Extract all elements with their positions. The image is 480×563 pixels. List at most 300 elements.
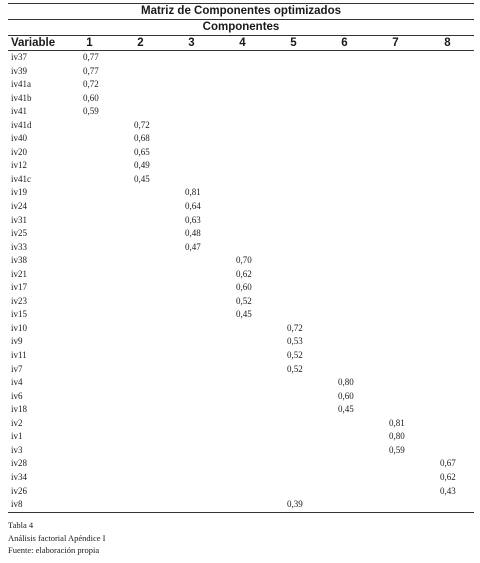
empty-cell — [268, 105, 319, 119]
empty-cell — [370, 173, 421, 187]
empty-cell — [217, 444, 268, 458]
empty-cell — [166, 146, 217, 160]
variable-cell: iv17 — [11, 282, 28, 293]
empty-cell — [64, 146, 115, 160]
empty-cell — [370, 349, 421, 363]
variable-cell: iv18 — [11, 404, 28, 415]
variable-cell: iv21 — [11, 268, 28, 279]
empty-cell — [319, 51, 370, 65]
variable-cell: iv6 — [11, 390, 23, 401]
loading-cell: 0,70 — [236, 255, 252, 266]
variable-cell: iv9 — [11, 336, 23, 347]
loading-cell: 0,80 — [338, 377, 354, 388]
empty-cell — [217, 485, 268, 499]
empty-cell — [370, 322, 421, 336]
empty-cell — [217, 417, 268, 431]
loading-cell: 0,39 — [268, 498, 319, 512]
empty-cell — [319, 322, 370, 336]
empty-cell — [268, 51, 319, 65]
empty-cell — [115, 105, 166, 119]
empty-cell — [268, 295, 319, 309]
empty-cell — [268, 268, 319, 282]
loading-cell: 0,80 — [389, 431, 405, 442]
table-row — [8, 349, 474, 363]
variable-cell: iv7 — [11, 363, 23, 374]
variable-cell: iv19 — [11, 187, 28, 198]
variable-cell: iv3 — [11, 444, 23, 455]
empty-cell — [370, 227, 421, 241]
empty-cell — [319, 200, 370, 214]
empty-cell — [217, 322, 268, 336]
empty-cell — [64, 444, 115, 458]
empty-cell — [268, 457, 319, 471]
empty-cell — [64, 335, 115, 349]
empty-cell — [268, 417, 319, 431]
loading-cell: 0,68 — [134, 133, 150, 144]
empty-cell — [166, 254, 217, 268]
empty-cell — [217, 457, 268, 471]
empty-cell — [217, 51, 268, 65]
loading-cell: 0,62 — [440, 471, 456, 482]
empty-cell — [64, 241, 115, 255]
empty-cell — [370, 92, 421, 106]
empty-cell — [166, 471, 217, 485]
empty-cell — [319, 227, 370, 241]
empty-cell — [370, 146, 421, 160]
variable-cell: iv26 — [11, 485, 28, 496]
loading-cell: 0,49 — [134, 160, 150, 171]
empty-cell — [370, 241, 421, 255]
empty-cell — [421, 200, 474, 214]
table-row — [8, 417, 474, 431]
empty-cell — [268, 186, 319, 200]
empty-cell — [319, 214, 370, 228]
empty-cell — [319, 335, 370, 349]
empty-cell — [217, 159, 268, 173]
loading-cell: 0,45 — [236, 309, 252, 320]
empty-cell — [268, 390, 319, 404]
header-component-4: 4 — [217, 36, 268, 51]
table-subtitle: Componentes — [8, 20, 474, 36]
empty-cell — [115, 200, 166, 214]
empty-cell — [370, 51, 421, 65]
variable-cell: iv1 — [11, 431, 23, 442]
table-row — [8, 186, 474, 200]
empty-cell — [64, 132, 115, 146]
empty-cell — [64, 376, 115, 390]
variable-cell: iv41b — [11, 92, 32, 103]
loading-cell: 0,53 — [287, 336, 303, 347]
empty-cell — [370, 457, 421, 471]
loading-cell: 0,77 — [83, 52, 99, 62]
empty-cell — [115, 444, 166, 458]
empty-cell — [64, 322, 115, 336]
loading-cell: 0,67 — [440, 458, 456, 469]
empty-cell — [217, 363, 268, 377]
loading-cell: 0,43 — [440, 485, 456, 496]
empty-cell — [421, 268, 474, 282]
empty-cell — [64, 200, 115, 214]
empty-cell — [319, 349, 370, 363]
loading-cell: 0,60 — [83, 92, 99, 103]
empty-cell — [217, 214, 268, 228]
empty-cell — [370, 105, 421, 119]
header-component-1: 1 — [64, 36, 115, 51]
variable-cell: iv11 — [11, 350, 27, 361]
empty-cell — [268, 281, 319, 295]
empty-cell — [370, 498, 421, 512]
empty-cell — [421, 65, 474, 79]
empty-cell — [115, 268, 166, 282]
empty-cell — [166, 363, 217, 377]
empty-cell — [64, 295, 115, 309]
empty-cell — [370, 295, 421, 309]
empty-cell — [64, 119, 115, 133]
empty-cell — [166, 105, 217, 119]
variable-cell: iv28 — [11, 458, 28, 469]
empty-cell — [166, 268, 217, 282]
empty-cell — [268, 444, 319, 458]
empty-cell — [166, 295, 217, 309]
variable-cell: iv10 — [11, 322, 28, 333]
empty-cell — [370, 119, 421, 133]
variable-cell: iv15 — [11, 309, 28, 320]
empty-cell — [421, 78, 474, 92]
empty-cell — [166, 390, 217, 404]
header-variable: Variable — [8, 36, 64, 51]
empty-cell — [268, 65, 319, 79]
loading-cell: 0,60 — [338, 390, 354, 401]
empty-cell — [115, 390, 166, 404]
table-body — [8, 51, 474, 513]
loading-cell: 0,52 — [287, 363, 303, 374]
empty-cell — [319, 254, 370, 268]
empty-cell — [64, 308, 115, 322]
table-row — [8, 281, 474, 295]
loading-cell: 0,45 — [134, 173, 150, 184]
empty-cell — [421, 241, 474, 255]
table-row — [8, 65, 474, 79]
table-row — [8, 430, 474, 444]
empty-cell — [64, 268, 115, 282]
loading-cell: 0,59 — [83, 106, 99, 117]
empty-cell — [319, 78, 370, 92]
variable-cell: iv4 — [11, 377, 23, 388]
empty-cell — [421, 295, 474, 309]
loadings-table-container — [8, 3, 474, 513]
empty-cell — [268, 214, 319, 228]
empty-cell — [268, 308, 319, 322]
empty-cell — [370, 78, 421, 92]
table-row — [8, 471, 474, 485]
loading-cell: 0,72 — [83, 79, 99, 90]
empty-cell — [217, 403, 268, 417]
empty-cell — [421, 105, 474, 119]
loading-cell: 0,63 — [185, 214, 201, 225]
empty-cell — [217, 105, 268, 119]
empty-cell — [217, 349, 268, 363]
table-source: Fuente: elaboración propia — [8, 545, 100, 555]
empty-cell — [217, 186, 268, 200]
empty-cell — [370, 308, 421, 322]
empty-cell — [319, 173, 370, 187]
table-row — [8, 335, 474, 349]
loading-cell: 0,81 — [389, 417, 405, 428]
empty-cell — [319, 295, 370, 309]
loading-cell: 0,45 — [338, 404, 354, 415]
empty-cell — [64, 471, 115, 485]
loading-cell: 0,81 — [185, 187, 201, 198]
variable-cell: iv25 — [11, 228, 28, 239]
empty-cell — [421, 92, 474, 106]
empty-cell — [370, 471, 421, 485]
variable-cell: iv41 — [11, 106, 28, 117]
empty-cell — [421, 173, 474, 187]
empty-cell — [115, 403, 166, 417]
table-row — [8, 78, 474, 92]
empty-cell — [319, 146, 370, 160]
empty-cell — [115, 227, 166, 241]
loading-cell: 0,72 — [134, 119, 150, 130]
empty-cell — [217, 227, 268, 241]
empty-cell — [319, 485, 370, 499]
table-row — [8, 498, 474, 512]
empty-cell — [64, 186, 115, 200]
empty-cell — [319, 308, 370, 322]
empty-cell — [421, 376, 474, 390]
empty-cell — [217, 471, 268, 485]
empty-cell — [268, 146, 319, 160]
empty-cell — [166, 430, 217, 444]
table-row — [8, 295, 474, 309]
table-row — [8, 146, 474, 160]
table-row — [8, 51, 474, 65]
loading-cell: 0,64 — [185, 201, 201, 212]
loading-cell: 0,59 — [389, 444, 405, 455]
empty-cell — [166, 65, 217, 79]
empty-cell — [421, 186, 474, 200]
empty-cell — [115, 295, 166, 309]
table-row — [8, 444, 474, 458]
loading-cell: 0,47 — [185, 241, 201, 252]
header-row — [8, 36, 474, 51]
empty-cell — [370, 186, 421, 200]
loading-cell: 0,62 — [236, 268, 252, 279]
table-caption: Análisis factorial Apéndice I — [8, 532, 106, 543]
empty-cell — [64, 214, 115, 228]
empty-cell — [370, 159, 421, 173]
empty-cell — [115, 214, 166, 228]
empty-cell — [421, 119, 474, 133]
loading-cell: 0,52 — [287, 350, 303, 361]
variable-cell: iv24 — [11, 201, 28, 212]
empty-cell — [64, 363, 115, 377]
empty-cell — [166, 281, 217, 295]
empty-cell — [115, 241, 166, 255]
table-row — [8, 268, 474, 282]
empty-cell — [421, 349, 474, 363]
variable-cell: iv20 — [11, 146, 28, 157]
empty-cell — [268, 403, 319, 417]
empty-cell — [421, 498, 474, 512]
empty-cell — [166, 51, 217, 65]
empty-cell — [217, 200, 268, 214]
empty-cell — [115, 363, 166, 377]
empty-cell — [115, 92, 166, 106]
empty-cell — [166, 403, 217, 417]
empty-cell — [421, 390, 474, 404]
empty-cell — [370, 376, 421, 390]
variable-cell: iv33 — [11, 241, 28, 252]
empty-cell — [319, 430, 370, 444]
empty-cell — [217, 430, 268, 444]
empty-cell — [115, 322, 166, 336]
empty-cell — [166, 498, 217, 512]
header-component-2: 2 — [115, 36, 166, 51]
empty-cell — [64, 281, 115, 295]
empty-cell — [217, 119, 268, 133]
empty-cell — [217, 146, 268, 160]
empty-cell — [166, 308, 217, 322]
empty-cell — [217, 92, 268, 106]
empty-cell — [217, 241, 268, 255]
variable-cell: iv8 — [8, 498, 64, 512]
empty-cell — [64, 403, 115, 417]
empty-cell — [319, 268, 370, 282]
empty-cell — [268, 159, 319, 173]
empty-cell — [268, 376, 319, 390]
empty-cell — [115, 471, 166, 485]
empty-cell — [370, 214, 421, 228]
empty-cell — [166, 417, 217, 431]
empty-cell — [115, 186, 166, 200]
empty-cell — [319, 92, 370, 106]
empty-cell — [421, 363, 474, 377]
empty-cell — [319, 186, 370, 200]
table-row — [8, 92, 474, 106]
empty-cell — [268, 485, 319, 499]
empty-cell — [319, 457, 370, 471]
table-notes — [8, 519, 105, 557]
empty-cell — [64, 430, 115, 444]
empty-cell — [166, 444, 217, 458]
empty-cell — [217, 498, 268, 512]
table-row — [8, 159, 474, 173]
empty-cell — [370, 65, 421, 79]
variable-cell: iv37 — [11, 52, 28, 62]
empty-cell — [64, 457, 115, 471]
table-row — [8, 308, 474, 322]
table-row — [8, 227, 474, 241]
empty-cell — [319, 444, 370, 458]
loading-cell: 0,48 — [185, 228, 201, 239]
empty-cell — [319, 363, 370, 377]
header-component-3: 3 — [166, 36, 217, 51]
table-row — [8, 390, 474, 404]
empty-cell — [115, 308, 166, 322]
empty-cell — [217, 132, 268, 146]
variable-cell: iv41d — [11, 119, 32, 130]
empty-cell — [166, 159, 217, 173]
variable-cell: iv41a — [11, 79, 31, 90]
empty-cell — [64, 390, 115, 404]
variable-cell: iv2 — [11, 417, 23, 428]
empty-cell — [268, 92, 319, 106]
empty-cell — [421, 444, 474, 458]
empty-cell — [268, 227, 319, 241]
table-row — [8, 214, 474, 228]
variable-cell: iv31 — [11, 214, 28, 225]
table-row — [8, 132, 474, 146]
table-row — [8, 457, 474, 471]
empty-cell — [421, 281, 474, 295]
empty-cell — [217, 78, 268, 92]
empty-cell — [115, 281, 166, 295]
empty-cell — [115, 417, 166, 431]
variable-cell: iv34 — [11, 471, 28, 482]
table-row — [8, 254, 474, 268]
empty-cell — [166, 119, 217, 133]
empty-cell — [268, 78, 319, 92]
header-component-6: 6 — [319, 36, 370, 51]
empty-cell — [421, 322, 474, 336]
empty-cell — [370, 363, 421, 377]
empty-cell — [166, 349, 217, 363]
empty-cell — [319, 498, 370, 512]
empty-cell — [319, 281, 370, 295]
empty-cell — [370, 132, 421, 146]
empty-cell — [319, 241, 370, 255]
empty-cell — [115, 78, 166, 92]
loading-cell: 0,52 — [236, 295, 252, 306]
empty-cell — [166, 78, 217, 92]
empty-cell — [268, 132, 319, 146]
header-component-7: 7 — [370, 36, 421, 51]
empty-cell — [370, 281, 421, 295]
table-row — [8, 200, 474, 214]
empty-cell — [319, 471, 370, 485]
empty-cell — [421, 403, 474, 417]
empty-cell — [421, 254, 474, 268]
empty-cell — [115, 485, 166, 499]
variable-cell: iv38 — [11, 255, 28, 266]
empty-cell — [115, 457, 166, 471]
empty-cell — [370, 390, 421, 404]
table-row — [8, 173, 474, 187]
empty-cell — [217, 173, 268, 187]
empty-cell — [64, 417, 115, 431]
empty-cell — [421, 430, 474, 444]
empty-cell — [217, 390, 268, 404]
loading-cell: 0,72 — [287, 322, 303, 333]
variable-cell: iv39 — [11, 65, 28, 76]
empty-cell — [268, 241, 319, 255]
empty-cell — [319, 105, 370, 119]
empty-cell — [268, 119, 319, 133]
empty-cell — [421, 132, 474, 146]
table-number: Tabla 4 — [8, 520, 34, 530]
header-component-8: 8 — [421, 36, 474, 51]
empty-cell — [370, 485, 421, 499]
table-row — [8, 376, 474, 390]
variable-cell: iv40 — [11, 133, 28, 144]
empty-cell — [421, 146, 474, 160]
empty-cell — [421, 335, 474, 349]
empty-cell — [319, 159, 370, 173]
table-row — [8, 363, 474, 377]
empty-cell — [166, 485, 217, 499]
table-row — [8, 105, 474, 119]
